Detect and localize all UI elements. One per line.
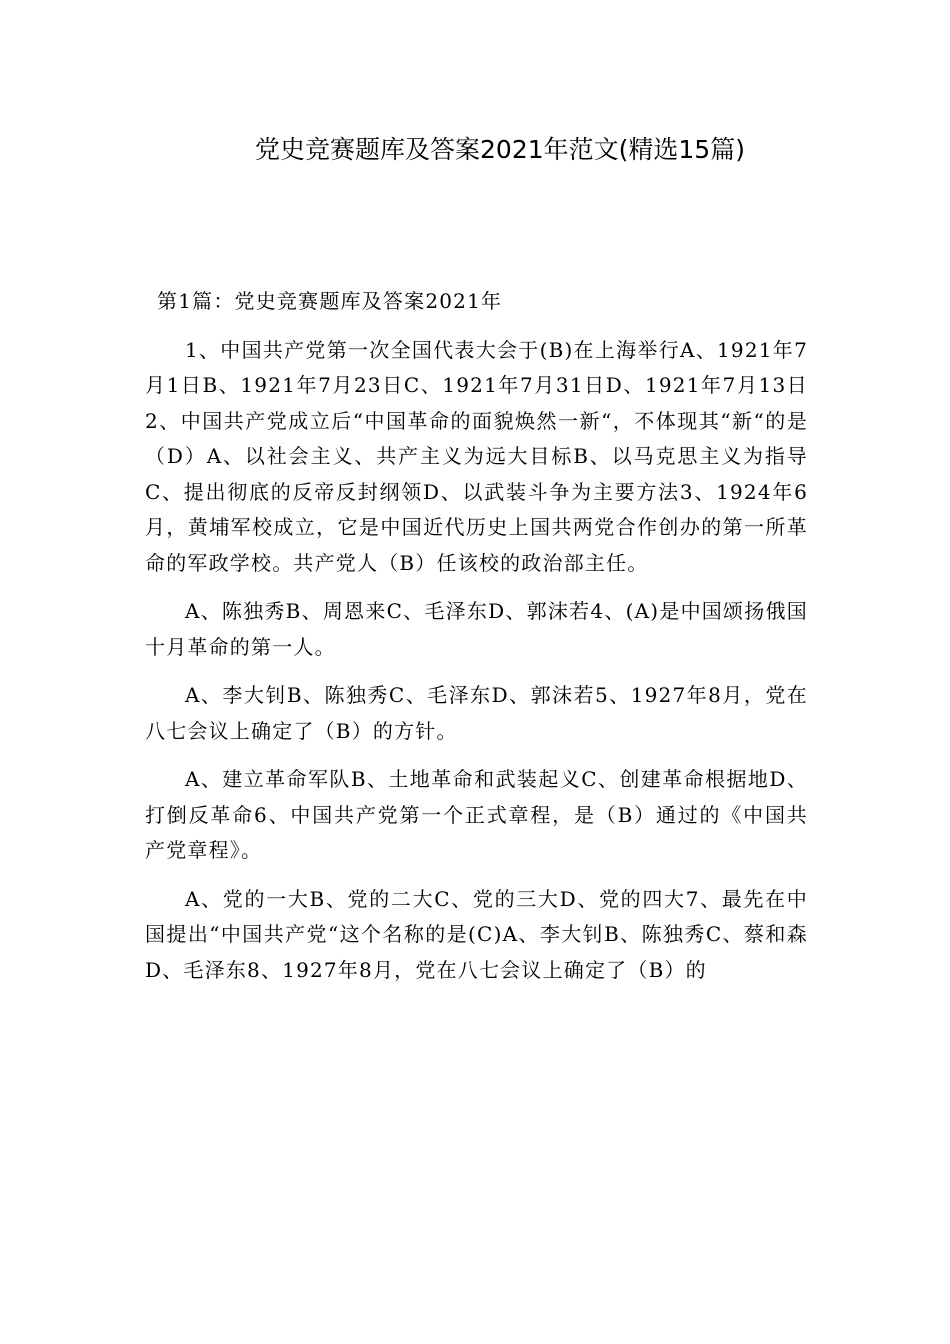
paragraph: 1、中国共产党第一次全国代表大会于(B)在上海举行A、1921年7月1日B、1921年7月23日C、1921年7月31日D、1921年7月13日2、中国共产党成立后“中国革命的面貌焕然一新“，不体现其“新“的是（D）A、以社会主义、共产主义为远大目标B、以马克思主义为指导C、提出彻底的反帝反封纲领D、以武装斗争为主要方法3、1924年6月，黄埔军校成立，它是中国近代历史上国共两党合作创办的第一所革命的军政学校。共产党人（B）任该校的政治部主任。 xyxy=(145,337,808,575)
paragraph: A、建立革命军队B、土地革命和武装起义C、创建革命根据地D、打倒反革命6、中国共产党第一个正式章程，是（B）通过的《中国共产党章程》。 xyxy=(145,767,808,862)
paragraph: A、党的一大B、党的二大C、党的三大D、党的四大7、最先在中国提出“中国共产党“这个名称的是(C)A、李大钊B、陈独秀C、蔡和森D、毛泽东8、1927年8月，党在八七会议上确定了（B）的 xyxy=(145,886,808,982)
section-heading: 第1篇：党史竞赛题库及答案2021年 xyxy=(157,289,503,313)
paragraph: A、李大钊B、陈独秀C、毛泽东D、郭沫若5、1927年8月，党在八七会议上确定了（B）的方针。 xyxy=(145,683,808,743)
paragraph: A、陈独秀B、周恩来C、毛泽东D、郭沫若4、(A)是中国颂扬俄国十月革命的第一人。 xyxy=(145,599,808,659)
document-body xyxy=(145,284,808,1001)
document-title: 党史竞赛题库及答案2021年范文(精选15篇) xyxy=(255,135,745,164)
